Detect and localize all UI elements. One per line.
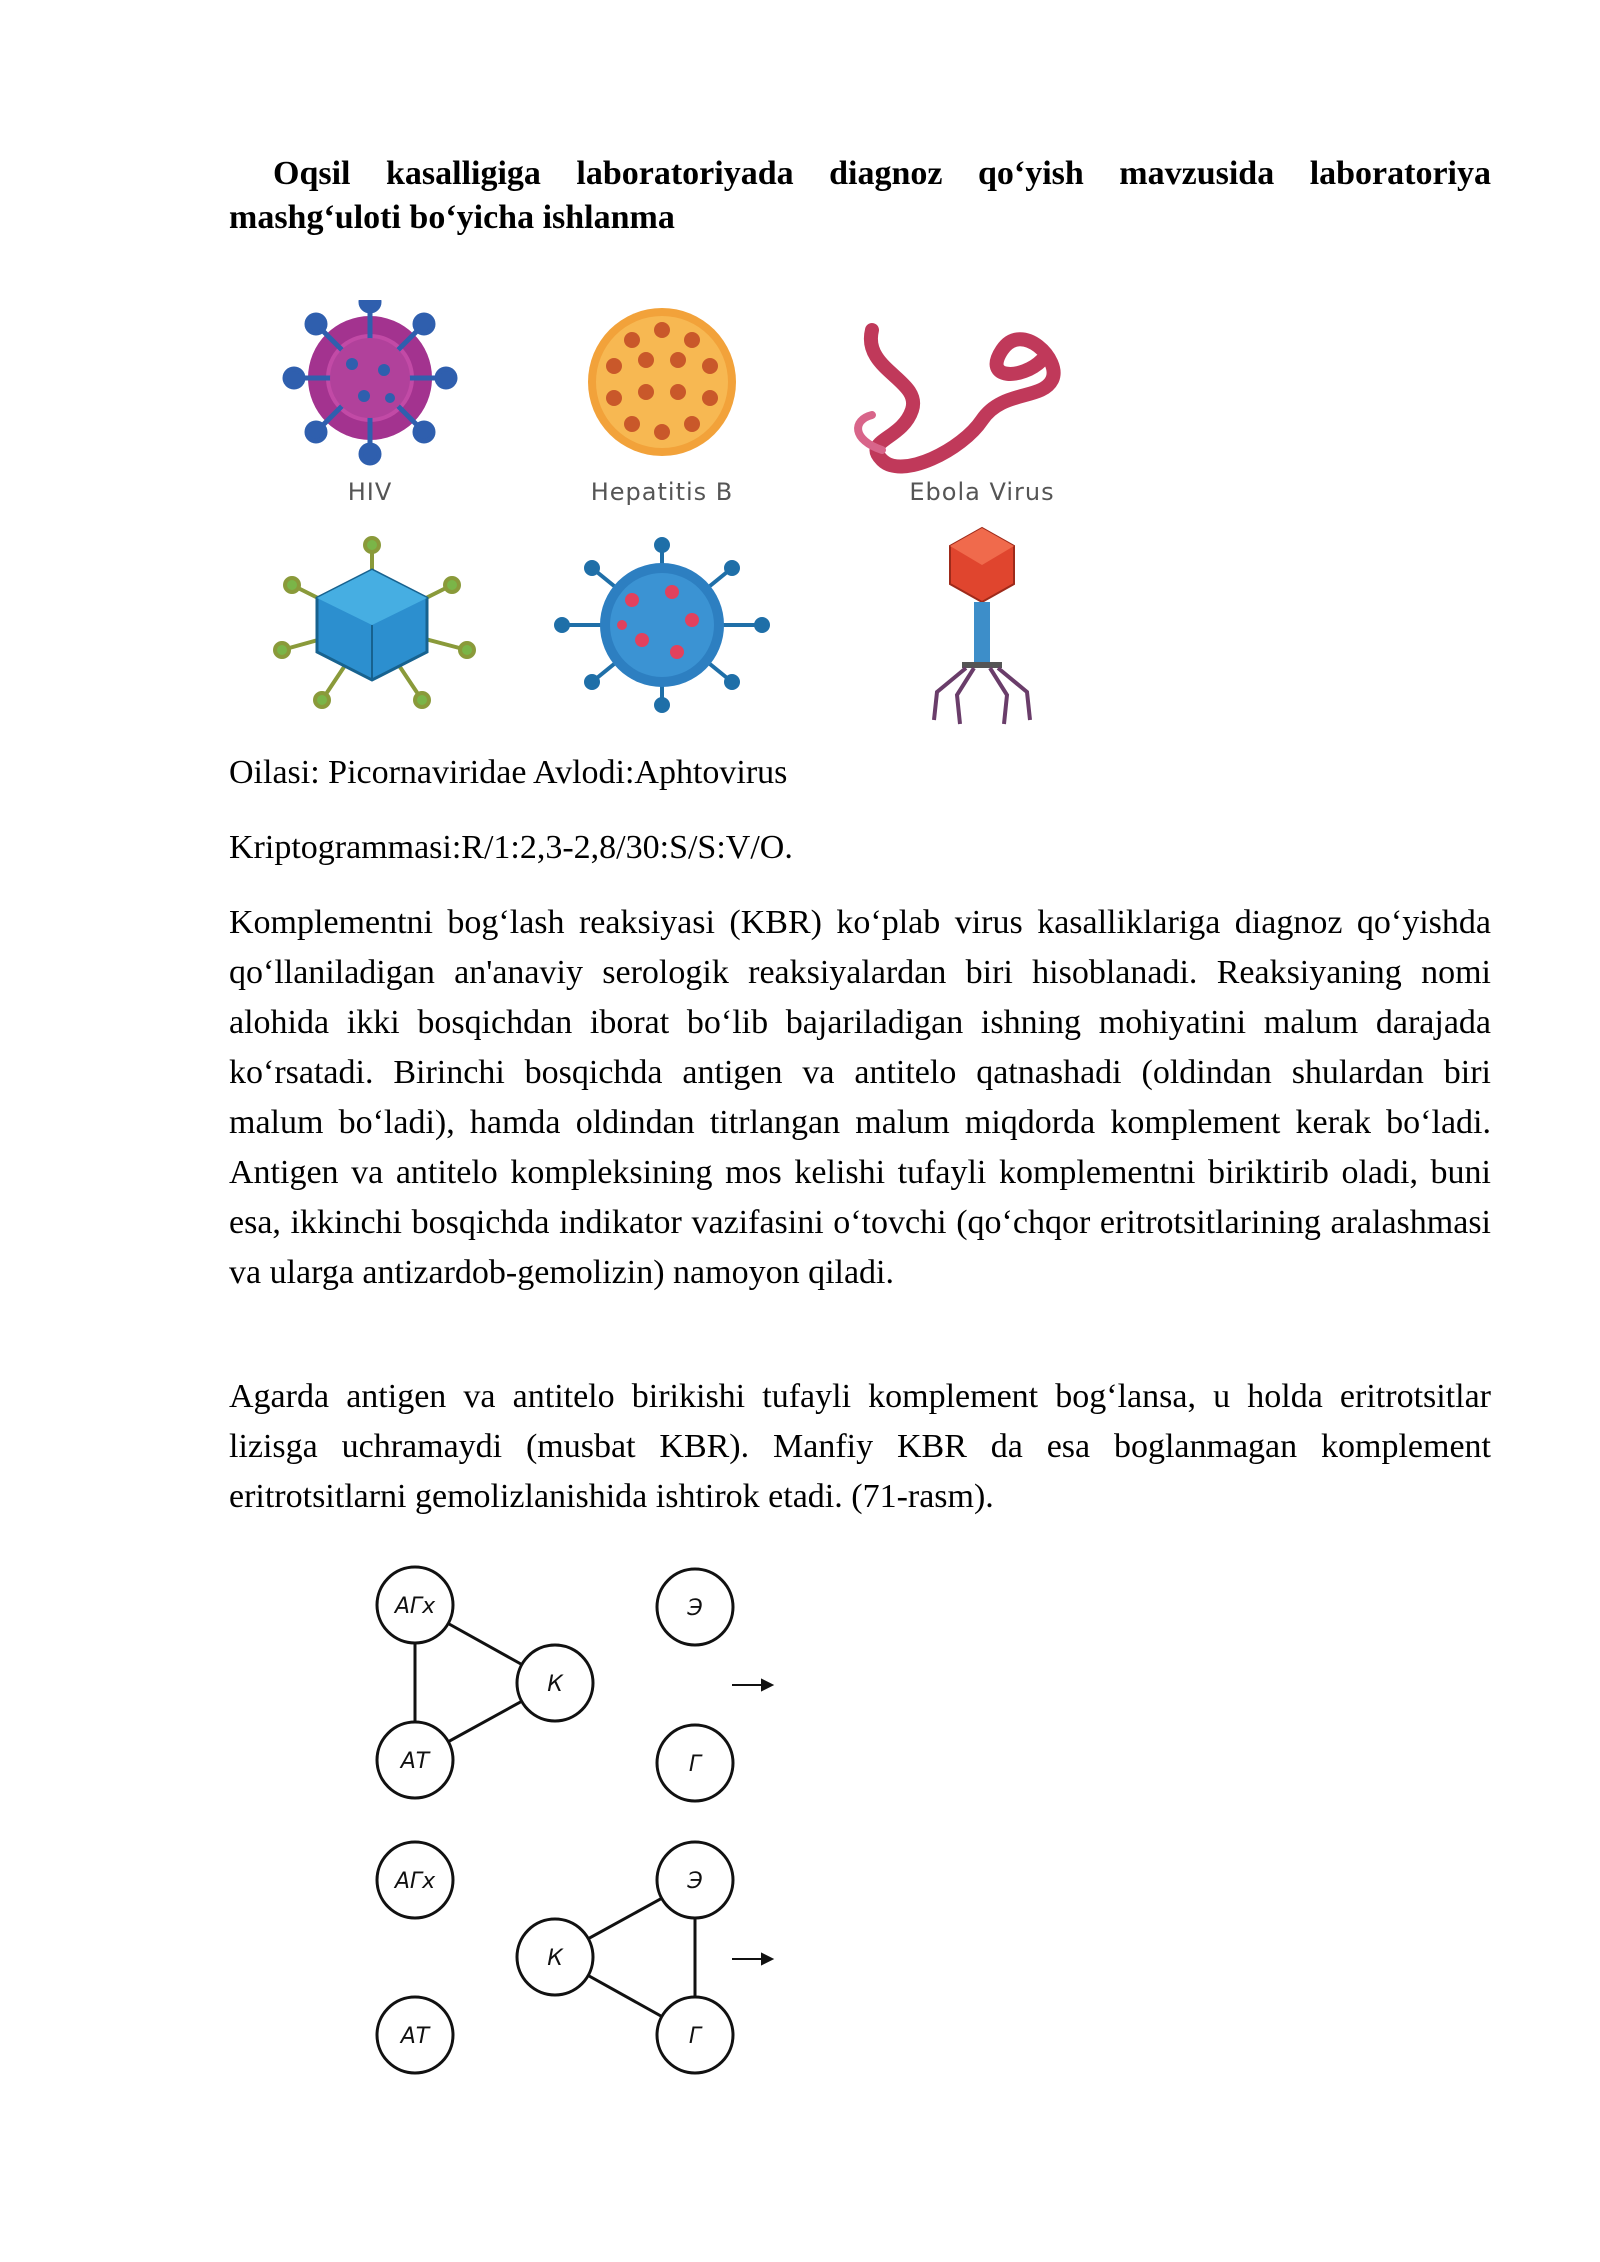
label-hemolysin-bottom: Г — [688, 2024, 702, 2049]
label-erythrocyte-top: Э — [687, 1596, 703, 1621]
label-hemolysin-top: Г — [688, 1752, 702, 1777]
ebola-virus-icon — [858, 330, 1054, 466]
kbr-diagram — [360, 1565, 800, 2105]
virus-illustrations — [222, 300, 1142, 730]
arrow-icon — [732, 1680, 772, 1964]
label-complement-top: К — [547, 1672, 563, 1697]
paragraph-kbr-result: Agarda antigen va antitelo birikishi tufayli komplement bog‘lansa, u holda eritrotsitlar lizisga uchramaydi (musbat KBR). Manfiy KBR da esa boglanmagan komplement eritrotsitlarni gemolizlanishida ishtirok etadi. (71-rasm). — [229, 1378, 1491, 1515]
hepatitis-b-virus-icon — [588, 308, 736, 456]
label-antibody-bottom: АТ — [400, 2024, 430, 2049]
label-antibody-top: АТ — [400, 1749, 430, 1774]
family-line: Oilasi: Picornaviridae Avlodi:Aphtovirus — [229, 754, 788, 791]
hiv-label: HIV — [347, 478, 393, 506]
paragraph-kbr-description: Komplementni bog‘lash reaksiyasi (KBR) ko‘plab virus kasalliklariga diagnoz qo‘yishda qo‘llaniladigan an'anaviy serologik reaksiyalardan biri hisoblanadi. Reaksiyaning nomi alohida ikki bosqichdan iborat bo‘lib bajariladigan ishning mohiyatini malum darajada ko‘rsatadi. Birinchi bosqichda antigen va antitelo qatnashadi (oldindan shulardan biri malum bo‘ladi), hamda oldindan titrlangan malum miqdorda komplement kerak bo‘ladi. Antigen va antitelo kompleksining mos kelishi tufayli komplementni biriktirib oladi, buni esa, ikkinchi bosqichda indikator vazifasini o‘tovchi (qo‘chqor eritrotsitlarining aralashmasi va ularga antizardob-gemolizin) namoyon qiladi. — [229, 904, 1491, 1291]
coronavirus-icon — [556, 539, 768, 711]
ebola-label: Ebola Virus — [909, 478, 1055, 506]
hiv-virus-icon — [285, 300, 455, 463]
document-title: Oqsil kasalligiga laboratoriyada diagnoz qo‘yish mavzusida laboratoriya mashg‘uloti bo‘yicha ishlanma — [229, 155, 1491, 236]
label-antigen-top: АГх — [394, 1594, 436, 1619]
hepatitis-b-label: Hepatitis B — [590, 478, 734, 506]
bacteriophage-icon — [934, 528, 1030, 724]
adenovirus-icon — [275, 538, 474, 707]
label-antigen-bottom: АГх — [394, 1869, 436, 1894]
label-erythrocyte-bottom: Э — [687, 1869, 703, 1894]
label-complement-bottom: К — [547, 1946, 563, 1971]
cryptogram-line: Kriptogrammasi:R/1:2,3-2,8/30:S/S:V/O. — [229, 829, 793, 866]
